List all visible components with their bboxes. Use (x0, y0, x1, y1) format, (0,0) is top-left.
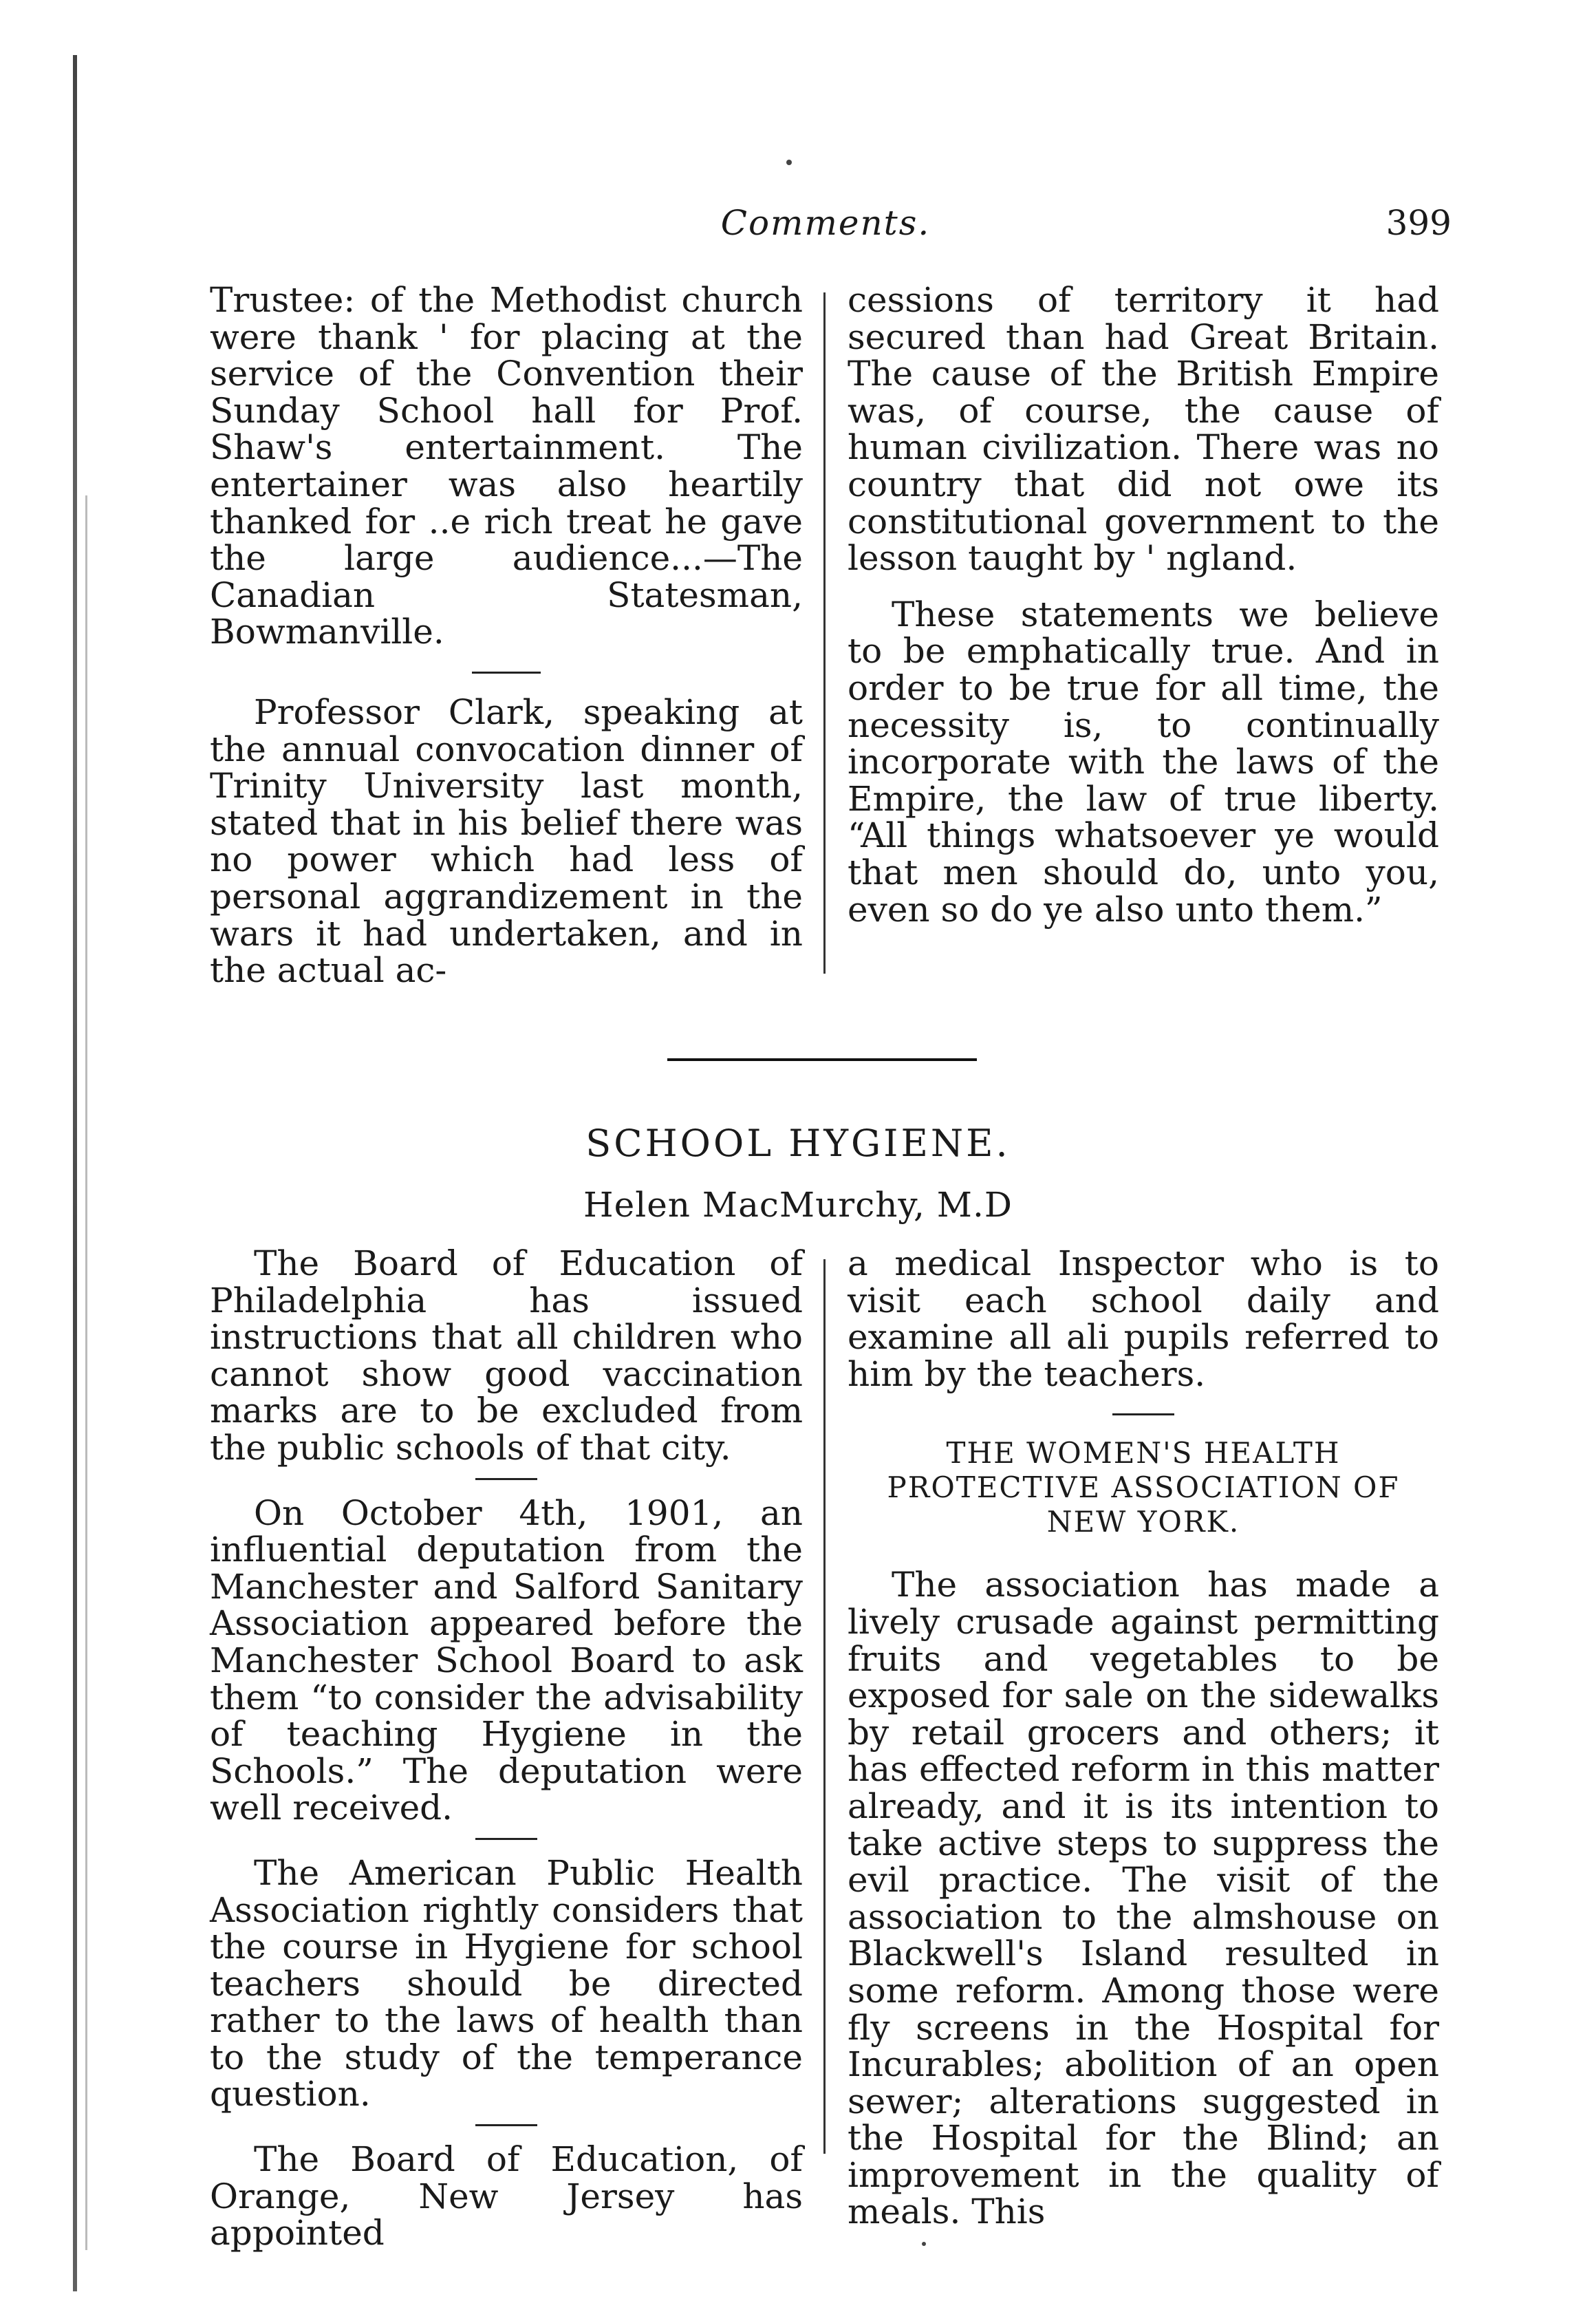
bottom-left-column (210, 1245, 803, 2252)
running-title: Comments. (720, 203, 931, 243)
separator-dash (475, 1478, 537, 1480)
paragraph: The Board of Education of Philadelphia has issued instructions that all children who cannot show good vaccination marks are to be excluded from the public schools of that city. (210, 1243, 803, 1468)
running-head (200, 203, 1452, 251)
scan-speck (922, 2242, 926, 2246)
paragraph: The association has made a lively crusade against permitting fruits and vegetables to be exposed for sale on the sidewalks by retail grocers and others; it has effected reform in this matter already, and it is its intention to take active steps to suppress the evil practice. The visit of the association to the almshouse on Blackwell's Island resulted in some reform. Among those were fly screens in the Hospital for Incurables; abolition of an open sewer; alterations suggested in the Hospital for the Blind; an improvement in the quality of meals. This (848, 1565, 1439, 2232)
paragraph: On October 4th, 1901, an influential deputation from the Manchester and Salford Sanitary Association appeared before the Manchester School Board to ask them “to consider the advisability of teaching Hygiene in the Schools.” The deputation were well received. (210, 1492, 803, 1828)
paragraph: Professor Clark, speaking at the annual convocation dinner of Trinity University last month, stated that in his belief there was no power which had less of personal aggrandizement in the wars it had undertaken, and in the actual ac- (210, 692, 803, 991)
paragraph: Trustee: of the Methodist church were thank ' for placing at the service of the Convention their Sunday School hall for Prof. Shaw's entertainment. The entertainer was also heartily thanked for ..e rich treat he gave the large audience...—The Canadian Statesman, Bowmanville. (210, 280, 803, 652)
author-byline: Helen MacMurchy, M.D (583, 1185, 1013, 1225)
separator-dash (475, 1838, 537, 1840)
page-number: 399 (1385, 203, 1452, 243)
bottom-right-column (848, 1245, 1439, 2231)
scan-speck (786, 160, 792, 165)
separator-dash (1112, 1413, 1174, 1415)
paragraph: These statements we believe to be emphatically true. And in order to be true for all time, the necessity is, to continually incorporate with the laws of the Empire, the law of true liberty. “All things whatsoever ye would that men should do, unto you, even so do ye also unto them.” (848, 594, 1439, 930)
section-divider (667, 1058, 977, 1061)
section-title: SCHOOL HYGIENE. (585, 1122, 1011, 1165)
paragraph: The Board of Education, of Orange, New Jersey has appointed (210, 2139, 803, 2254)
column-rule (823, 292, 826, 974)
top-left-column (210, 282, 803, 989)
separator-dash (475, 2124, 537, 2126)
subheading: THE WOMEN'S HEALTH PROTECTIVE ASSOCIATION OF NEW YORK. (887, 1436, 1400, 1539)
scan-binding-shadow (85, 495, 87, 2250)
paragraph: cessions of territory it had secured than had Great Britain. The cause of the British Empire was, of course, the cause of human civilization. There was no country that did not owe its constitutional government to the lesson taught by ' ngland. (848, 280, 1439, 579)
column-rule (823, 1259, 826, 2154)
separator-dash (472, 672, 541, 674)
scan-binding-edge (73, 55, 77, 2291)
top-right-column (848, 282, 1439, 928)
paragraph: The American Public Health Association rightly considers that the course in Hygiene for school teachers should be directed rather to the laws of health than to the study of the temperance question. (210, 1852, 803, 2115)
paragraph: a medical Inspector who is to visit each school daily and examine all ali pupils referred to him by the teachers. (848, 1243, 1439, 1394)
